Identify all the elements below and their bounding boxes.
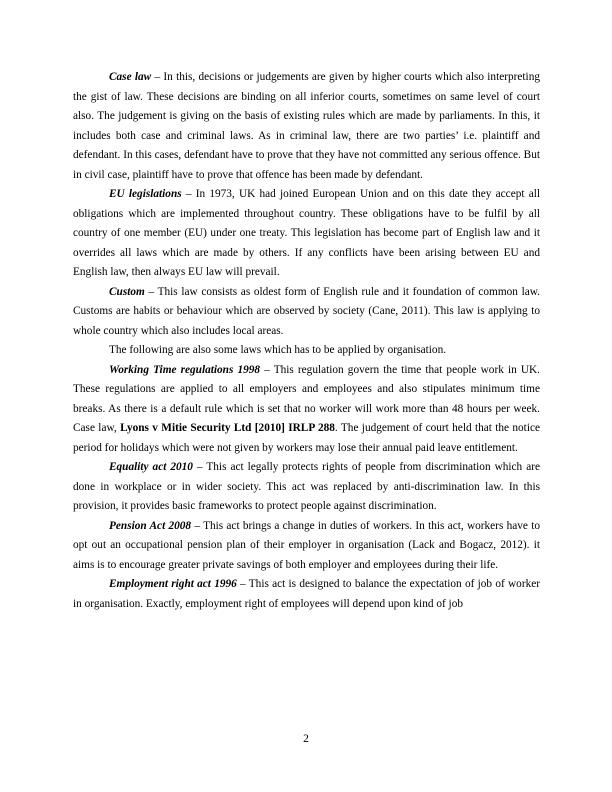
paragraph-text: . The judgement of court held that the notice period for holidays which were not given by workers may lose their annual paid leave entitlement.: [73, 422, 540, 454]
paragraph-text: – In this, decisions or judgements are given by higher courts which also interpreting the gist of law. These decisions are binding on all inferior courts, sometimes on same level of court also. The judgement is giving on the basis of existing rules which are made by parliaments. In this, it includes both case and criminal laws. As in criminal law, there are two parties’ i.e. plaintiff and defendant. In this cases, defendant have to prove that they have not committed any serious offence. But in civil case, plaintiff have to prove that offence has been made by defendant.: [73, 71, 540, 181]
page-number: 2: [303, 733, 309, 745]
term-eu-legislations: EU legislations: [109, 188, 182, 200]
term-pension-act: Pension Act 2008: [109, 519, 192, 532]
paragraph-text: – This regulation govern the time that people work in UK. These regulations are applied to all employers and employees and also stipulates minimum time breaks. As there is a default rule which is set that no worker will work more than 48 hours per week. Case law,: [73, 363, 540, 434]
paragraph-pension-act: [73, 517, 540, 576]
paragraph-text: – This act brings a change in duties of workers. In this act, workers have to opt out an occupational pension plan of their employer in organisation (Lack and Bogacz, 2012). it aims is to encourage greater private savings of both employer and employees during their life.: [73, 519, 540, 571]
paragraph-text: – This act legally protects rights of people from discrimination which are done in workplace or in wider society. This act was replaced by anti-discrimination law. In this provision, it provides basic frameworks to protect people against discrimination.: [73, 461, 540, 512]
paragraph-text: The following are also some laws which has to be applied by organisation.: [109, 344, 447, 356]
term-equality-act: Equality act 2010: [109, 461, 193, 473]
paragraph-text: – This law consists as oldest form of English rule and it foundation of common law. Customs are habits or behaviour which are observed by society (Cane, 2011). This law is applying to whole country which also includes local areas.: [73, 285, 540, 337]
paragraph-employment-right-act: [73, 575, 540, 614]
paragraph-custom: [73, 283, 540, 342]
paragraph-following-laws: [73, 341, 540, 361]
term-custom: Custom: [109, 285, 145, 298]
term-case-law: Case law: [109, 71, 152, 83]
case-reference: Lyons v Mitie Security Ltd [2010] IRLP 288: [120, 422, 335, 434]
term-working-time-regulations: Working Time regulations 1998: [109, 363, 261, 376]
paragraph-text: – In 1973, UK had joined European Union and on this date they accept all obligations which are implemented throughout country. These obligations have to be fulfil by all country of one member (EU) under one treaty. This legislation has become part of English law and it overrides all laws which are made by others. If any conflicts have been arising between EU and English law, then always EU law will prevail.: [73, 188, 541, 278]
paragraph-equality-act: [73, 458, 540, 517]
paragraph-case-law: [73, 68, 540, 185]
paragraph-text: – This act is designed to balance the expectation of job of worker in organisation. Exactly, employment right of employees will depend upon kind of job: [73, 578, 541, 610]
term-employment-right-act: Employment right act 1996: [109, 578, 237, 590]
paragraph-eu-legislations: [73, 185, 540, 283]
paragraph-working-time-regulations: [73, 361, 540, 459]
document-body: [73, 68, 540, 614]
